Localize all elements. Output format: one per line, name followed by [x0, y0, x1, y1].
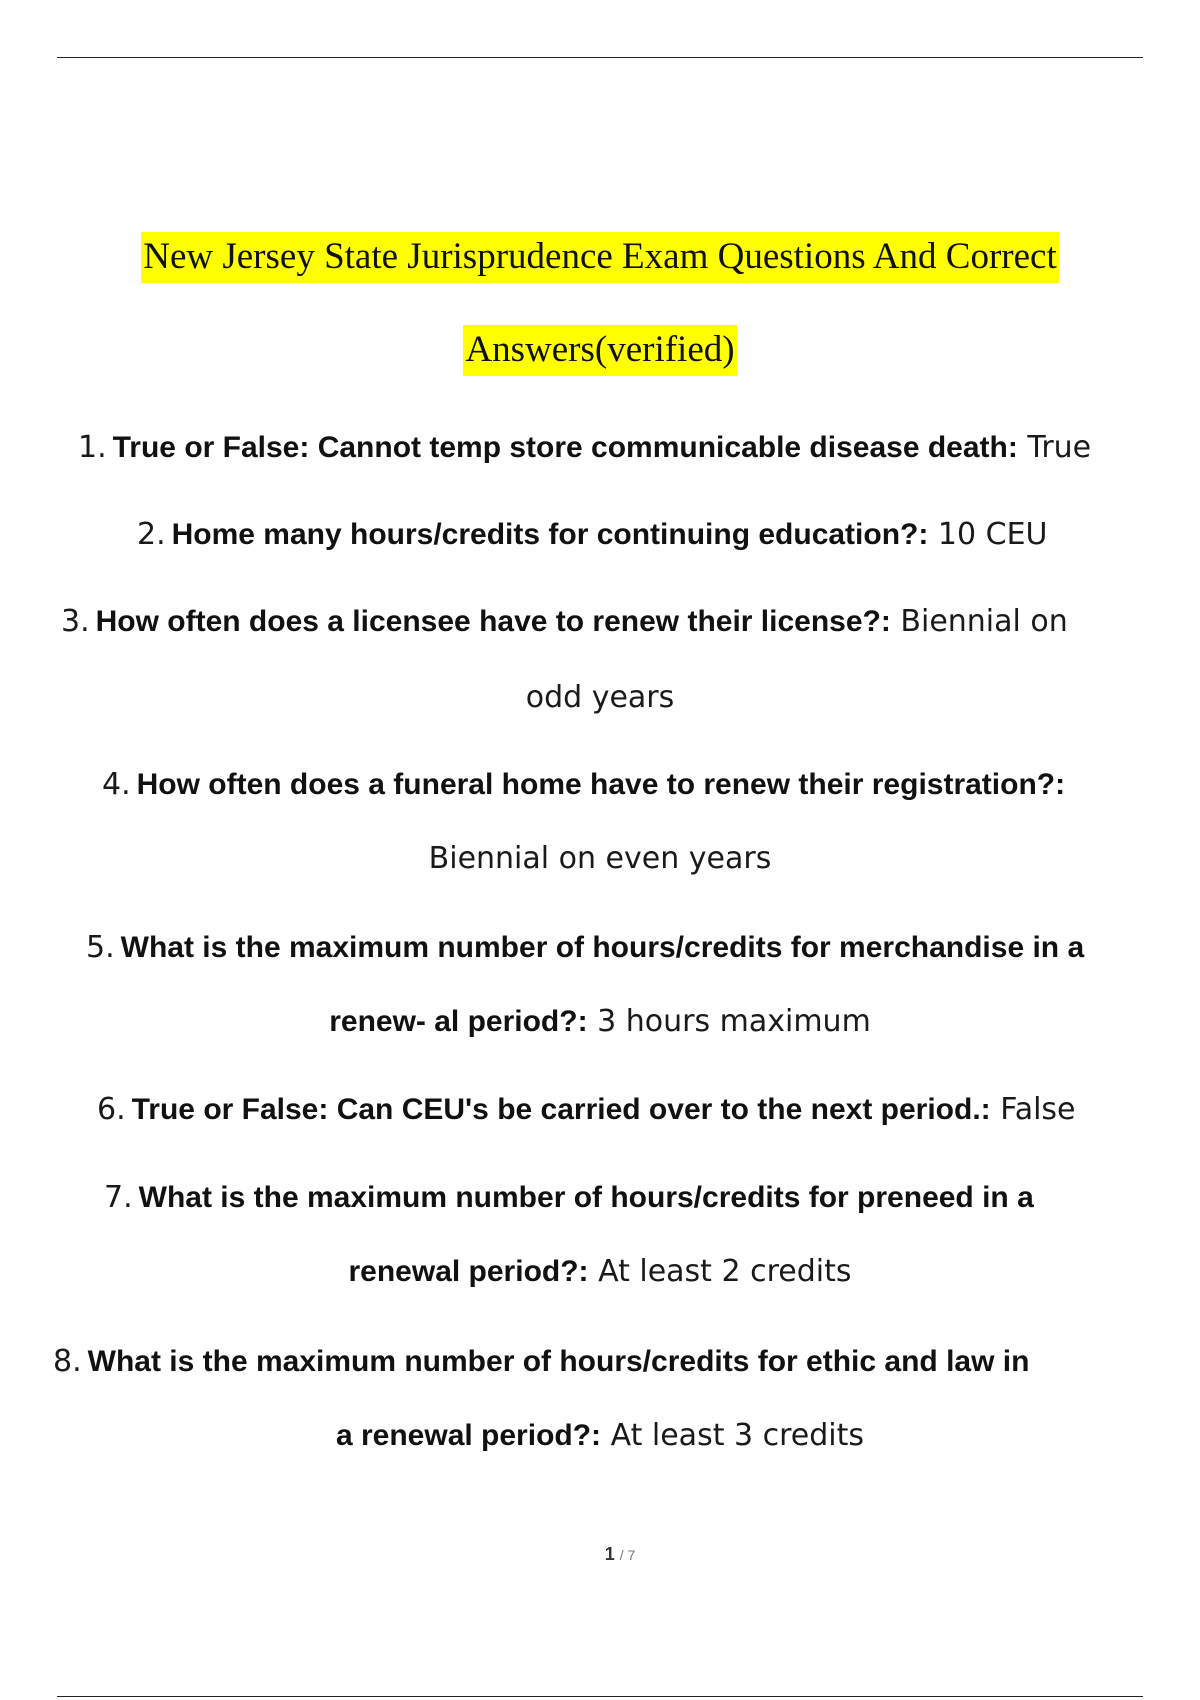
- question-6: [97, 1092, 1076, 1127]
- question-number: 7.: [104, 1180, 133, 1215]
- question-5-continued: [0, 1004, 1200, 1039]
- question-8-continued: [0, 1418, 1200, 1453]
- question-text: True or False: Cannot temp store communicable disease death:: [112, 431, 1018, 464]
- question-text: What is the maximum number of hours/credits for ethic and law in: [87, 1345, 1030, 1378]
- document-title-line-1: New Jersey State Jurisprudence Exam Questions And Correct: [0, 238, 1200, 275]
- question-number: 2.: [137, 517, 166, 552]
- question-1: [78, 430, 1092, 465]
- question-7: [104, 1180, 1034, 1215]
- answer-text: odd years: [525, 680, 675, 715]
- question-3: [61, 604, 1068, 639]
- total-pages: / 7: [619, 1547, 636, 1563]
- page-number: [0, 1544, 1200, 1565]
- question-text: How often does a licensee have to renew their license?:: [95, 605, 891, 638]
- question-2: [137, 517, 1048, 552]
- question-text: What is the maximum number of hours/credits for merchandise in a: [120, 931, 1085, 964]
- answer-text: Biennial on even years: [428, 841, 772, 876]
- answer-text: False: [1000, 1092, 1076, 1127]
- bottom-rule: [57, 1696, 1143, 1697]
- question-number: 3.: [61, 604, 90, 639]
- current-page: 1: [604, 1544, 615, 1564]
- answer-text: True: [1027, 430, 1092, 465]
- document-title-line-2: Answers(verified): [0, 331, 1200, 368]
- question-number: 6.: [97, 1092, 126, 1127]
- question-text: True or False: Can CEU's be carried over to the next period.:: [131, 1093, 991, 1126]
- question-text: a renewal period?:: [335, 1419, 602, 1452]
- question-3-continued: [0, 680, 1200, 715]
- question-text: Home many hours/credits for continuing education?:: [171, 518, 929, 551]
- answer-text: 10 CEU: [937, 517, 1048, 552]
- answer-text: 3 hours maximum: [597, 1004, 871, 1039]
- question-number: 5.: [86, 930, 115, 965]
- question-number: 4.: [102, 767, 131, 802]
- answer-text: At least 2 credits: [598, 1254, 852, 1289]
- question-4: [102, 767, 1066, 802]
- question-7-continued: [0, 1254, 1200, 1289]
- question-number: 1.: [78, 430, 107, 465]
- top-rule: [57, 57, 1143, 58]
- question-text: renewal period?:: [348, 1255, 589, 1288]
- question-8: [53, 1344, 1030, 1379]
- question-4-continued: [0, 841, 1200, 876]
- question-5: [86, 930, 1085, 965]
- question-text: How often does a funeral home have to renew their registration?:: [136, 768, 1066, 801]
- answer-text: At least 3 credits: [610, 1418, 865, 1453]
- question-text: renew- al period?:: [329, 1005, 588, 1038]
- question-text: What is the maximum number of hours/credits for preneed in a: [138, 1181, 1034, 1214]
- question-number: 8.: [53, 1344, 82, 1379]
- answer-text: Biennial on: [900, 604, 1068, 639]
